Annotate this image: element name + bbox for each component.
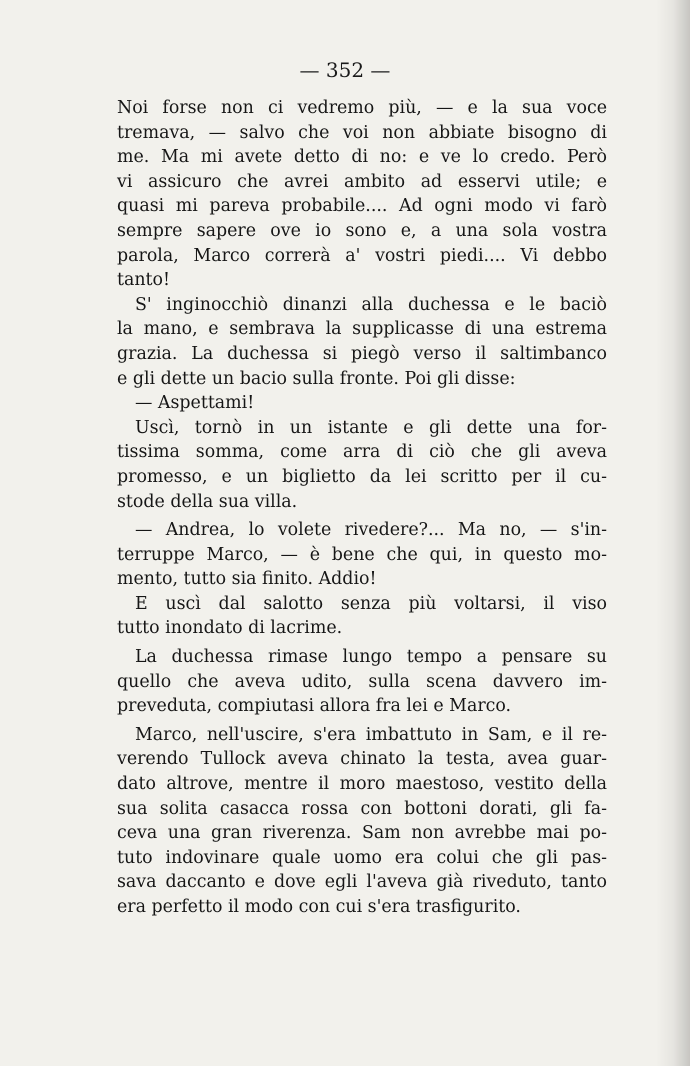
paragraph-6: [117, 592, 607, 617]
text-line: me. Ma mi avete detto di no: e ve lo credo. Però: [117, 147, 607, 168]
text-line: quello che aveva udito, sulla scena davvero im-: [117, 671, 607, 692]
text-line: ceva una gran riverenza. Sam non avrebbe mai po-: [117, 823, 607, 844]
text-line: Noi forse non ci vedremo più, — e la sua voce: [117, 98, 607, 118]
paragraph-7-cont: [117, 670, 607, 719]
paragraph-5-cont: [117, 543, 607, 592]
paragraph-4: [117, 416, 607, 441]
paragraph-2-cont: [117, 317, 607, 391]
paragraph-2: [117, 293, 607, 318]
spine-shadow: [656, 0, 690, 1066]
text-line: dato altrove, mentre il moro maestoso, vestito della: [117, 774, 607, 795]
text-line: quasi mi pareva probabile.... Ad ogni modo vi farò: [117, 196, 607, 217]
text-line: S' inginocchiò dinanzi alla duchessa e le baciò: [135, 294, 607, 315]
text-line: La duchessa rimase lungo tempo a pensare su: [135, 647, 607, 668]
text-line: — Aspettami!: [135, 393, 255, 414]
text-line: sua solita casacca rossa con bottoni dorati, gli fa-: [117, 798, 607, 819]
text-line: parola, Marco correrà a' vostri piedi.... Vi debbo: [117, 245, 607, 266]
paragraph-7: [117, 645, 607, 670]
text-line: tanto!: [117, 270, 171, 291]
text-line: mento, tutto sia finito. Addio!: [117, 569, 377, 590]
paragraph-4-cont: [117, 440, 607, 514]
text-line: verendo Tullock aveva chinato la testa, avea guar-: [117, 749, 607, 770]
text-line: promesso, e un biglietto da lei scritto per il cu-: [117, 466, 607, 487]
paragraph-8-cont: [117, 747, 607, 919]
paragraph-8: [117, 723, 607, 748]
paragraph-3: [117, 391, 607, 416]
text-line: grazia. La duchessa si piegò verso il saltimbanco: [117, 343, 607, 364]
text-line: vi assicuro che avrei ambito ad esservi utile; e: [117, 171, 607, 192]
paragraph-5: [117, 518, 607, 543]
text-line: era perfetto il modo con cui s'era trasfigurito.: [117, 897, 521, 917]
text-line: tremava, — salvo che voi non abbiate bisogno di: [117, 122, 607, 143]
page-number: — 352 —: [299, 58, 391, 82]
text-line: tuto indovinare quale uomo era colui che gli pas-: [117, 847, 607, 868]
text-line: preveduta, compiutasi allora fra lei e Marco.: [117, 696, 512, 717]
text-line: — Andrea, lo volete rivedere?... Ma no, — s'in-: [135, 520, 607, 541]
paragraph-6-cont: [117, 616, 607, 641]
text-line: sempre sapere ove io sono e, a una sola vostra: [117, 220, 607, 241]
text-line: tissima somma, come arra di ciò che gli aveva: [117, 442, 607, 463]
text-line: sava daccanto e dove egli l'aveva già riveduto, tanto: [117, 872, 607, 893]
text-line: tutto inondato di lacrime.: [117, 618, 343, 639]
paragraph-1: [117, 96, 607, 293]
text-line: terruppe Marco, — è bene che qui, in questo mo-: [117, 544, 607, 565]
text-line: stode della sua villa.: [117, 491, 298, 512]
text-line: Uscì, tornò in un istante e gli dette una for-: [135, 417, 607, 438]
body-text: [117, 96, 607, 920]
text-line: Marco, nell'uscire, s'era imbattuto in Sam, e il re-: [135, 724, 607, 745]
text-line: E uscì dal salotto senza più voltarsi, il viso: [135, 593, 607, 614]
text-line: e gli dette un bacio sulla fronte. Poi gli disse:: [117, 368, 516, 389]
text-line: la mano, e sembrava la supplicasse di una estrema: [117, 319, 607, 340]
